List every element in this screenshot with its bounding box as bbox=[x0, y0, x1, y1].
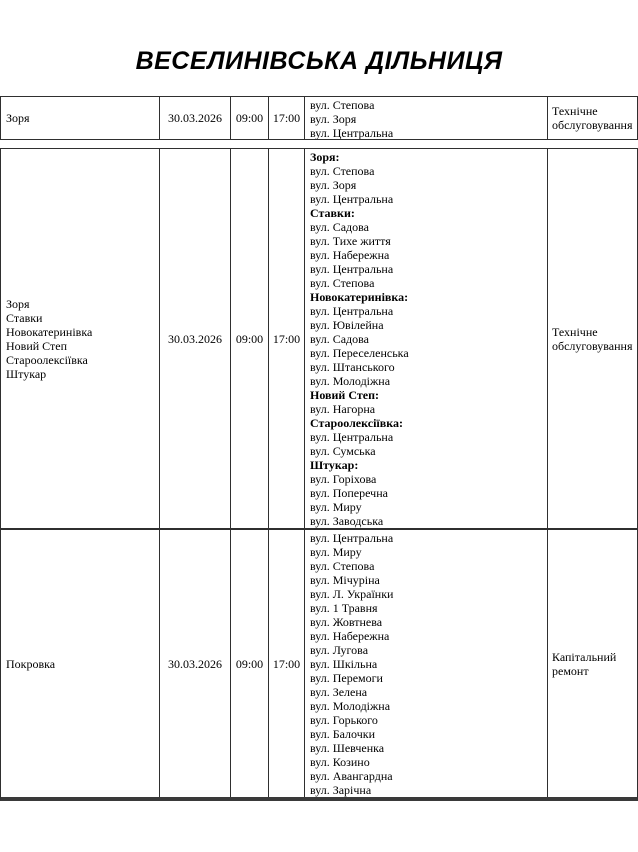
date-cell: 30.03.2026 bbox=[159, 530, 230, 797]
page-title: ВЕСЕЛИНІВСЬКА ДІЛЬНИЦЯ bbox=[135, 47, 503, 75]
street-name: вул. Молодіжна bbox=[310, 374, 391, 388]
end-time-cell: 17:00 bbox=[268, 530, 304, 797]
street-name: вул. Штанського bbox=[310, 360, 395, 374]
street-name: вул. Заводська bbox=[310, 514, 384, 528]
street-name: вул. Поперечна bbox=[310, 486, 388, 500]
street-name: вул. Козино bbox=[310, 755, 370, 769]
street-name: вул. Садова bbox=[310, 332, 369, 346]
street-name: вул. Тихе життя bbox=[310, 234, 391, 248]
table-row bbox=[0, 96, 638, 140]
street-name: вул. Зелена bbox=[310, 685, 368, 699]
settlement-header: Штукар: bbox=[310, 458, 359, 472]
street-name: вул. Л. Українки bbox=[310, 587, 394, 601]
street-name: вул. Жовтнева bbox=[310, 615, 383, 629]
settlement-header: Новий Степ: bbox=[310, 388, 379, 402]
settlement-header: Новокатеринівка: bbox=[310, 290, 409, 304]
street-name: вул. Мічуріна bbox=[310, 573, 380, 587]
street-name: вул. Нагорна bbox=[310, 402, 376, 416]
streets-cell bbox=[304, 97, 547, 139]
streets-cell bbox=[304, 530, 547, 797]
street-name: вул. Перемоги bbox=[310, 671, 383, 685]
street-name: вул. Набережна bbox=[310, 629, 390, 643]
street-name: вул. Ювілейна bbox=[310, 318, 384, 332]
street-name: вул. Переселенська bbox=[310, 346, 409, 360]
end-time-cell: 17:00 bbox=[268, 149, 304, 528]
end-time-cell: 17:00 bbox=[268, 97, 304, 139]
location-name: Зоря bbox=[6, 111, 30, 125]
date-cell: 30.03.2026 bbox=[159, 97, 230, 139]
street-name: вул. Центральна bbox=[310, 531, 394, 545]
locations-cell bbox=[1, 530, 159, 797]
streets-cell bbox=[304, 149, 547, 528]
street-name: вул. Миру bbox=[310, 545, 362, 559]
settlement-header: Ставки: bbox=[310, 206, 355, 220]
street-name: вул. Центральна bbox=[310, 304, 394, 318]
work-type-cell: Технічне обслуговування bbox=[547, 97, 637, 139]
location-name: Новий Степ bbox=[6, 338, 68, 353]
street-name: вул. Молодіжна bbox=[310, 699, 391, 713]
table-row bbox=[0, 529, 638, 801]
locations-cell bbox=[1, 149, 159, 528]
street-name: вул. Зарічна bbox=[310, 783, 372, 797]
street-name: вул. Зоря bbox=[310, 178, 357, 192]
start-time-cell: 09:00 bbox=[230, 149, 268, 528]
location-name: Новокатеринівка bbox=[6, 324, 93, 339]
street-name: вул. Лугова bbox=[310, 643, 369, 657]
date-cell: 30.03.2026 bbox=[159, 149, 230, 528]
street-name: вул. Центральна bbox=[310, 192, 394, 206]
street-name: вул. Степова bbox=[310, 164, 375, 178]
street-name: вул. Шкільна bbox=[310, 657, 378, 671]
table-row bbox=[0, 148, 638, 529]
street-name: вул. Миру bbox=[310, 500, 362, 514]
location-name: Староолексіївка bbox=[6, 352, 88, 367]
start-time-cell: 09:00 bbox=[230, 97, 268, 139]
location-name: Ставки bbox=[6, 310, 43, 325]
schedule-table bbox=[0, 96, 638, 801]
street-name: вул. Балочки bbox=[310, 727, 376, 741]
street-name: вул. Сумська bbox=[310, 444, 376, 458]
street-name: вул. Шевченка bbox=[310, 741, 385, 755]
street-name: вул. Степова bbox=[310, 98, 375, 112]
work-type-cell: Технічне обслуговування bbox=[547, 149, 637, 528]
settlement-header: Староолексіївка: bbox=[310, 416, 403, 430]
settlement-header: Зоря: bbox=[310, 150, 340, 164]
street-name: вул. 1 Травня bbox=[310, 601, 378, 615]
location-name: Зоря bbox=[6, 296, 30, 311]
street-name: вул. Горіхова bbox=[310, 472, 377, 486]
street-name: вул. Горького bbox=[310, 713, 378, 727]
street-name: вул. Набережна bbox=[310, 248, 390, 262]
street-name: вул. Центральна bbox=[310, 262, 394, 276]
street-name: вул. Садова bbox=[310, 220, 369, 234]
street-name: вул. Центральна bbox=[310, 430, 394, 444]
locations-cell bbox=[1, 97, 159, 139]
location-name: Штукар bbox=[6, 366, 47, 381]
street-name: вул. Степова bbox=[310, 276, 375, 290]
work-type-cell: Капітальний ремонт bbox=[547, 530, 637, 797]
street-name: вул. Зоря bbox=[310, 112, 357, 126]
street-name: вул. Степова bbox=[310, 559, 375, 573]
location-name: Покровка bbox=[6, 656, 56, 671]
street-name: вул. Центральна bbox=[310, 126, 394, 139]
street-name: вул. Авангардна bbox=[310, 769, 393, 783]
start-time-cell: 09:00 bbox=[230, 530, 268, 797]
